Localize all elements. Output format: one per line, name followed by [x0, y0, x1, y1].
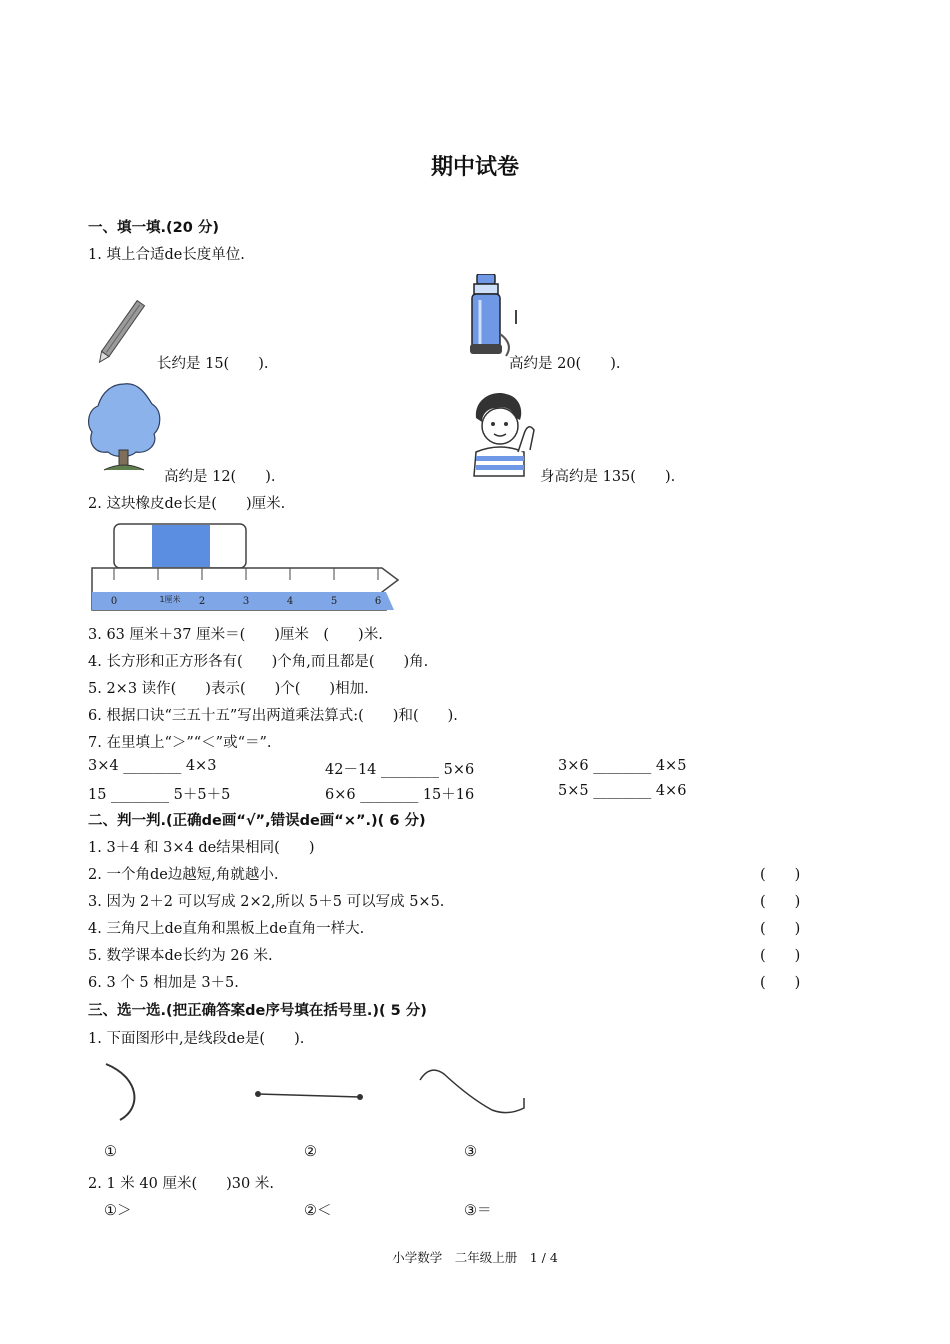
q1-7-text: 7. 在里填上“＞”“＜”或“＝”.	[88, 735, 272, 751]
compare-item: 5×5 ________ 4×6	[558, 783, 687, 799]
q1-6-text: 6. 根据口诀“三五十五”写出两道乘法算式:( )和( ).	[88, 708, 458, 724]
eraser-ruler-image	[90, 522, 420, 616]
thermos-caption: 高约是 20( ).	[509, 356, 621, 372]
option-2: ②	[304, 1144, 317, 1160]
answer-paren: ( )	[760, 948, 801, 964]
answer-paren: ( )	[760, 921, 801, 937]
ruler-tick-6: 6	[374, 596, 382, 607]
boy-caption: 身高约是 135( ).	[540, 469, 676, 485]
section-2-heading: 二、判一判.(正确de画“√”,错误de画“×”.)( 6 分)	[88, 813, 426, 829]
tree-caption: 高约是 12( ).	[164, 469, 276, 485]
ruler-tick-0: 0	[110, 596, 118, 607]
judge-item-5: 5. 数学课本de长约为 26 米.	[88, 948, 273, 964]
tree-image	[86, 380, 162, 478]
boy-image	[466, 390, 538, 480]
q3-1-text: 1. 下面图形中,是线段de是( ).	[88, 1031, 305, 1047]
ruler-tick-4: 4	[286, 596, 294, 607]
answer-paren: ( )	[760, 975, 801, 991]
compare-item: 42－14 ________ 5×6	[325, 762, 475, 778]
q1-5-text: 5. 2×3 读作( )表示( )个( )相加.	[88, 681, 369, 697]
option-1: ①	[104, 1144, 117, 1160]
option-3: ③	[464, 1144, 477, 1160]
pencil-caption: 长约是 15( ).	[157, 356, 269, 372]
q1-2-text: 2. 这块橡皮de长是( )厘米.	[88, 496, 286, 512]
section-3-heading: 三、选一选.(把正确答案de序号填在括号里.)( 5 分)	[88, 1003, 427, 1019]
judge-item-3: 3. 因为 2＋2 可以写成 2×2,所以 5＋5 可以写成 5×5.	[88, 894, 445, 910]
compare-item: 3×6 ________ 4×5	[558, 758, 687, 774]
thermos-image	[466, 274, 526, 360]
judge-item-2: 2. 一个角de边越短,角就越小.	[88, 867, 279, 883]
ruler-tick-3: 3	[242, 596, 250, 607]
ruler-tick-2: 2	[198, 596, 206, 607]
answer-paren: ( )	[760, 894, 801, 910]
judge-item-1: 1. 3＋4 和 3×4 de结果相同( )	[88, 840, 315, 856]
compare-item: 3×4 ________ 4×3	[88, 758, 217, 774]
pencil-image	[94, 288, 158, 366]
answer-paren: ( )	[760, 867, 801, 883]
page-footer: 小学数学 二年级上册 1 / 4	[392, 1250, 558, 1265]
ruler-unit-label: 1厘米	[159, 595, 181, 604]
q3-2-text: 2. 1 米 40 厘米( )30 米.	[88, 1176, 274, 1192]
option-1: ①＞	[104, 1203, 132, 1219]
compare-item: 6×6 ________ 15＋16	[325, 787, 475, 803]
ruler-tick-5: 5	[330, 596, 338, 607]
page-title: 期中试卷	[430, 155, 519, 180]
q1-3-text: 3. 63 厘米＋37 厘米＝( )厘米 ( )米.	[88, 627, 383, 643]
compare-item: 15 ________ 5＋5＋5	[88, 787, 231, 803]
line-shapes-image	[100, 1050, 540, 1130]
section-1-heading: 一、填一填.(20 分)	[88, 220, 219, 236]
option-3: ③＝	[464, 1203, 492, 1219]
q1-4-text: 4. 长方形和正方形各有( )个角,而且都是( )角.	[88, 654, 429, 670]
judge-item-4: 4. 三角尺上de直角和黑板上de直角一样大.	[88, 921, 365, 937]
q1-1-text: 1. 填上合适de长度单位.	[88, 247, 245, 263]
judge-item-6: 6. 3 个 5 相加是 3＋5.	[88, 975, 239, 991]
option-2: ②＜	[304, 1203, 332, 1219]
